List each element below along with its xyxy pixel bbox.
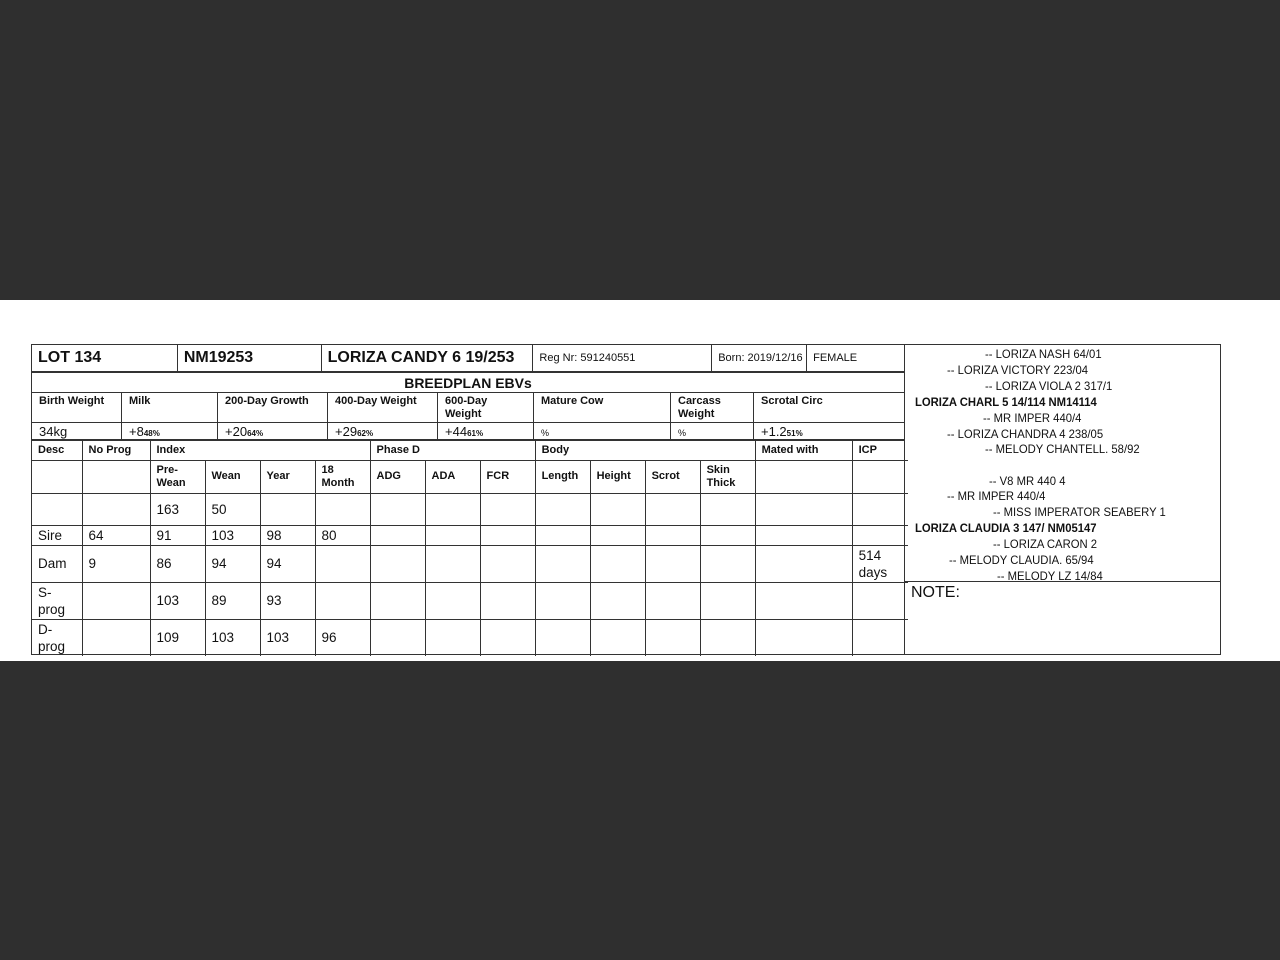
col-group-index: Index <box>150 441 370 460</box>
birth-date: Born: 2019/12/16 <box>712 345 807 371</box>
pedigree-dam-sire-dam: -- MISS IMPERATOR SEABERY 1 <box>993 505 1166 519</box>
ebv-value-200-day-growth <box>218 423 328 439</box>
mature-cow-accuracy: % <box>541 428 550 438</box>
cell-18-month: 80 <box>315 525 370 545</box>
cell-skin-thick <box>700 582 755 619</box>
cell-height <box>590 493 645 525</box>
cell-icp <box>852 525 908 545</box>
cell-ada <box>425 545 480 582</box>
lot-number: LOT 134 <box>32 345 178 371</box>
pedigree-sire-sire-dam: -- LORIZA VIOLA 2 317/1 <box>985 379 1113 393</box>
pedigree-sire-sire: -- LORIZA VICTORY 223/04 <box>947 363 1089 377</box>
cell-adg <box>370 493 425 525</box>
cell-pre-wean: 163 <box>150 493 205 525</box>
cell-length <box>535 619 590 656</box>
growth200-value: +20 <box>225 424 248 439</box>
animal-tag: NM19253 <box>178 345 322 371</box>
cell-height <box>590 545 645 582</box>
cell-height <box>590 582 645 619</box>
pedigree-box <box>905 344 1221 582</box>
animal-name: LORIZA CANDY 6 19/253 <box>322 345 534 371</box>
cell-no-prog: 9 <box>82 545 150 582</box>
cell-length <box>535 545 590 582</box>
col-fcr: FCR <box>480 460 535 493</box>
cell-adg <box>370 582 425 619</box>
cell-length <box>535 582 590 619</box>
ebv-value-milk <box>122 423 218 439</box>
cell-height <box>590 525 645 545</box>
sale-card-sheet <box>0 300 1280 661</box>
cell-mated-with <box>755 582 852 619</box>
ebv-label-row <box>32 393 904 423</box>
cell-desc: S-prog <box>32 582 82 619</box>
col-18-month: 18 Month <box>315 460 370 493</box>
ebv-label-scrotal-circ: Scrotal Circ <box>761 395 823 407</box>
note-box <box>905 582 1221 655</box>
breedplan-title: BREEDPLAN EBVs <box>32 373 904 393</box>
cell-adg <box>370 619 425 656</box>
cell-pre-wean: 91 <box>150 525 205 545</box>
pedigree-dam-dam: -- MELODY CLAUDIA. 65/94 <box>949 553 1094 567</box>
cell-skin-thick <box>700 619 755 656</box>
cell-length <box>535 525 590 545</box>
registration-number: Reg Nr: 591240551 <box>533 345 712 371</box>
cell-no-prog: 64 <box>82 525 150 545</box>
cell-year: 94 <box>260 545 315 582</box>
cell-ada <box>425 582 480 619</box>
cell-height <box>590 619 645 656</box>
performance-table <box>32 441 908 656</box>
cell-pre-wean: 103 <box>150 582 205 619</box>
ebv-label-milk: Milk <box>122 393 218 422</box>
pedigree-sire-sire-sire: -- LORIZA NASH 64/01 <box>985 347 1102 361</box>
col-mated-with: Mated with <box>755 441 852 460</box>
cell-no-prog <box>82 582 150 619</box>
ebv-value-row <box>32 423 904 441</box>
cell-no-prog <box>82 493 150 525</box>
col-icp: ICP <box>852 441 908 460</box>
col-year: Year <box>260 460 315 493</box>
scrotal-value: +1.2 <box>761 424 787 439</box>
table-row-sire <box>32 525 908 545</box>
pedigree-sire-dam-dam: -- MELODY CHANTELL. 58/92 <box>985 442 1140 456</box>
subheader-blank <box>82 460 150 493</box>
sex: FEMALE <box>813 352 858 364</box>
cell-scrot <box>645 493 700 525</box>
cell-mated-with <box>755 493 852 525</box>
cell-skin-thick <box>700 525 755 545</box>
growth200-accuracy: 64% <box>247 429 264 438</box>
cell-scrot <box>645 619 700 656</box>
ebv-label-400-day-weight: 400-Day Weight <box>328 393 438 422</box>
table-row-s-prog <box>32 582 908 619</box>
weight600-accuracy: 61% <box>467 429 484 438</box>
cell-mated-with <box>755 619 852 656</box>
cell-scrot <box>645 545 700 582</box>
cell-adg <box>370 525 425 545</box>
weight400-value: +29 <box>335 424 358 439</box>
cell-icp <box>852 582 908 619</box>
table-row-d-prog <box>32 619 908 656</box>
col-adg: ADG <box>370 460 425 493</box>
col-pre-wean: Pre-Wean <box>150 460 205 493</box>
cell-length <box>535 493 590 525</box>
table-subheader-row <box>32 460 908 493</box>
cell-desc: D-prog <box>32 619 82 656</box>
cell-year: 98 <box>260 525 315 545</box>
cell-fcr <box>480 619 535 656</box>
cell-icp <box>852 493 908 525</box>
cell-year: 103 <box>260 619 315 656</box>
milk-value: +8 <box>129 424 144 439</box>
cell-pre-wean: 86 <box>150 545 205 582</box>
pedigree-dam-sire-sire: -- V8 MR 440 4 <box>989 474 1066 488</box>
pedigree-dam-sire: -- MR IMPER 440/4 <box>947 489 1046 503</box>
col-ada: ADA <box>425 460 480 493</box>
cell-desc: Dam <box>32 545 82 582</box>
ebv-label-600-day-weight: 600-Day Weight <box>438 393 534 422</box>
cell-icp: 514 days <box>852 545 908 582</box>
cell-icp <box>852 619 908 656</box>
cell-fcr <box>480 525 535 545</box>
ebv-label-mature-cow: Mature Cow <box>534 393 671 422</box>
scrotal-accuracy: 51% <box>786 429 803 438</box>
cell-fcr <box>480 582 535 619</box>
cell-wean: 103 <box>205 525 260 545</box>
cell-fcr <box>480 493 535 525</box>
cell-wean: 50 <box>205 493 260 525</box>
cell-ada <box>425 493 480 525</box>
weight400-accuracy: 62% <box>357 429 374 438</box>
col-wean: Wean <box>205 460 260 493</box>
ebv-label-birth-weight: Birth Weight <box>32 393 122 422</box>
cell-wean: 103 <box>205 619 260 656</box>
pedigree-sire-dam-sire: -- MR IMPER 440/4 <box>983 411 1082 425</box>
cell-wean: 89 <box>205 582 260 619</box>
subheader-blank <box>32 460 82 493</box>
cell-scrot <box>645 582 700 619</box>
cell-desc <box>32 493 82 525</box>
cell-18-month: 96 <box>315 619 370 656</box>
ebv-label-200-day-growth: 200-Day Growth <box>218 393 328 422</box>
col-desc: Desc <box>32 441 82 460</box>
table-row-own <box>32 493 908 525</box>
subheader-blank <box>852 460 908 493</box>
col-length: Length <box>535 460 590 493</box>
ebv-value-mature-cow <box>534 423 671 439</box>
pedigree-sire-dam: -- LORIZA CHANDRA 4 238/05 <box>947 427 1104 441</box>
weight600-value: +44 <box>445 424 468 439</box>
pedigree-dam-dam-dam: -- MELODY LZ 14/84 <box>997 569 1103 583</box>
ebv-value-birth-weight: 34kg <box>32 423 122 439</box>
table-group-header-row <box>32 441 908 460</box>
table-row-dam <box>32 545 908 582</box>
subheader-blank <box>755 460 852 493</box>
cell-18-month <box>315 582 370 619</box>
col-height: Height <box>590 460 645 493</box>
col-scrot: Scrot <box>645 460 700 493</box>
col-no-prog: No Prog <box>82 441 150 460</box>
milk-accuracy: 48% <box>143 429 160 438</box>
cell-year: 93 <box>260 582 315 619</box>
cell-adg <box>370 545 425 582</box>
pedigree-sire: LORIZA CHARL 5 14/114 NM14114 <box>915 395 1097 409</box>
ebv-label-carcass-weight: Carcass Weight <box>671 393 754 422</box>
cell-ada <box>425 525 480 545</box>
ebv-value-400-day-weight <box>328 423 438 439</box>
lot-header-row <box>32 345 904 373</box>
cell-skin-thick <box>700 545 755 582</box>
cell-mated-with <box>755 525 852 545</box>
lot-card <box>31 344 905 655</box>
note-label: NOTE: <box>911 584 960 601</box>
cell-year <box>260 493 315 525</box>
col-group-body: Body <box>535 441 755 460</box>
cell-wean: 94 <box>205 545 260 582</box>
cell-no-prog <box>82 619 150 656</box>
carcass-accuracy: % <box>678 428 687 438</box>
cell-pre-wean: 109 <box>150 619 205 656</box>
ebv-value-scrotal-circ <box>754 423 903 439</box>
ebv-value-carcass-weight <box>671 423 754 439</box>
pedigree-dam: LORIZA CLAUDIA 3 147/ NM05147 <box>915 521 1097 535</box>
ebv-value-600-day-weight <box>438 423 534 439</box>
cell-mated-with <box>755 545 852 582</box>
cell-18-month <box>315 545 370 582</box>
cell-18-month <box>315 493 370 525</box>
cell-fcr <box>480 545 535 582</box>
cell-ada <box>425 619 480 656</box>
col-skin-thick: Skin Thick <box>700 460 755 493</box>
cell-skin-thick <box>700 493 755 525</box>
cell-scrot <box>645 525 700 545</box>
col-group-phase-d: Phase D <box>370 441 535 460</box>
cell-desc: Sire <box>32 525 82 545</box>
pedigree-dam-dam-sire: -- LORIZA CARON 2 <box>993 537 1098 551</box>
